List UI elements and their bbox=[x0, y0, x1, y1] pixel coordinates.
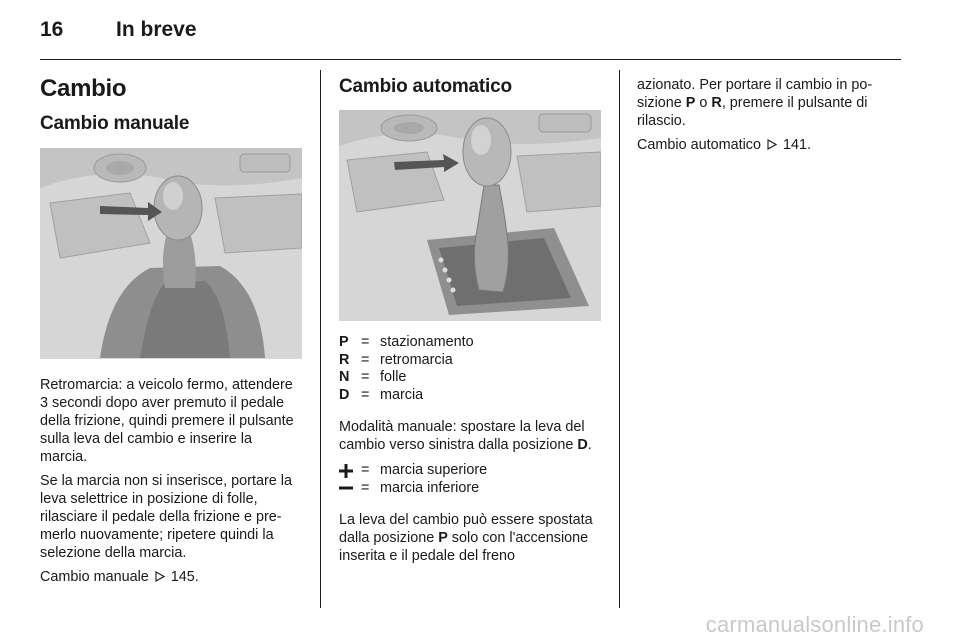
reference-text: Cambio manuale bbox=[40, 569, 149, 585]
position-key: D bbox=[577, 437, 588, 453]
reference-text: Cambio automatico bbox=[637, 137, 761, 153]
manual-gear-lever-illustration bbox=[40, 148, 302, 359]
legend-row-d bbox=[339, 387, 601, 405]
automatic-gear-lever-illustration bbox=[339, 110, 601, 321]
legend-key: R bbox=[339, 351, 350, 368]
header-divider bbox=[40, 59, 901, 60]
plus-icon bbox=[339, 462, 361, 480]
gear-not-engaging-paragraph: Se la marcia non si inserisce, portare la leva selettrice in posizione di folle, rilasciare il pedale della frizione e premerlo nuovamente; ripetere quindi la selezione della marcia. bbox=[40, 473, 292, 561]
legend-row-r bbox=[339, 352, 601, 370]
legend-row-n bbox=[339, 369, 601, 387]
header-title: In breve bbox=[116, 18, 197, 41]
shift-legend bbox=[339, 462, 601, 497]
page-number: 16 bbox=[40, 18, 64, 41]
release-button-paragraph bbox=[637, 76, 899, 130]
reference-page: 141. bbox=[782, 137, 811, 153]
minus-icon bbox=[339, 480, 361, 498]
legend-row-p bbox=[339, 334, 601, 352]
triangle-right-outline-icon bbox=[155, 571, 165, 582]
watermark: carmanualsonline.info bbox=[705, 612, 924, 637]
legend-value: marcia inferiore bbox=[380, 479, 480, 496]
column-3 bbox=[637, 62, 899, 160]
legend-key: N bbox=[339, 369, 350, 385]
column-divider-1 bbox=[320, 70, 321, 608]
text-run: azionato. Per portare il cambio in posizione bbox=[637, 77, 873, 111]
legend-value: retromarcia bbox=[380, 351, 453, 368]
legend-key: D bbox=[339, 386, 350, 403]
subsection-title-automatic: Cambio automatico bbox=[339, 76, 512, 97]
text-run: solo con l'accensione inserita e il pedale del freno bbox=[339, 530, 589, 564]
manual-transmission-reference bbox=[40, 568, 302, 586]
automatic-transmission-reference bbox=[637, 136, 899, 154]
legend-value: folle bbox=[380, 369, 407, 385]
column-1 bbox=[40, 62, 302, 592]
position-key: R bbox=[711, 95, 722, 111]
legend-value: marcia bbox=[380, 386, 424, 403]
text-run: Modalità manuale: spostare la leva del cambio verso sinistra dalla posizione bbox=[339, 419, 585, 453]
subsection-title-manual: Cambio manuale bbox=[40, 113, 190, 134]
gear-position-legend bbox=[339, 334, 601, 404]
legend-row-shift-up bbox=[339, 462, 601, 480]
column-2 bbox=[339, 62, 601, 571]
legend-row-shift-down bbox=[339, 480, 601, 498]
position-key: P bbox=[685, 95, 696, 111]
lever-release-paragraph bbox=[339, 511, 601, 565]
legend-equals: = bbox=[361, 462, 370, 478]
legend-equals: = bbox=[361, 386, 370, 403]
position-key: P bbox=[438, 530, 448, 546]
text-run: , premere il pulsante di rilascio. bbox=[637, 95, 868, 129]
reverse-gear-paragraph: Retromarcia: a veicolo fermo, attendere 3 secondi dopo aver premuto il pedale della frizione, quindi premere il pulsante sulla leva del cambio e inserire la marcia. bbox=[40, 377, 294, 465]
legend-value: marcia superiore bbox=[380, 462, 488, 478]
column-divider-2 bbox=[619, 70, 620, 608]
legend-key: P bbox=[339, 334, 349, 350]
section-title: Cambio bbox=[40, 75, 127, 102]
legend-equals: = bbox=[361, 479, 370, 496]
legend-equals: = bbox=[361, 334, 370, 350]
legend-equals: = bbox=[361, 369, 370, 385]
text-run: o bbox=[695, 95, 712, 111]
reference-page: 145. bbox=[170, 569, 199, 585]
text-run: . bbox=[587, 437, 592, 453]
legend-value: stazionamento bbox=[380, 334, 474, 350]
manual-mode-paragraph bbox=[339, 418, 601, 454]
page-header bbox=[40, 18, 197, 48]
text-run: La leva del cambio può essere spostata dalla posizione bbox=[339, 512, 593, 546]
legend-equals: = bbox=[361, 351, 370, 368]
triangle-right-outline-icon bbox=[767, 139, 777, 150]
